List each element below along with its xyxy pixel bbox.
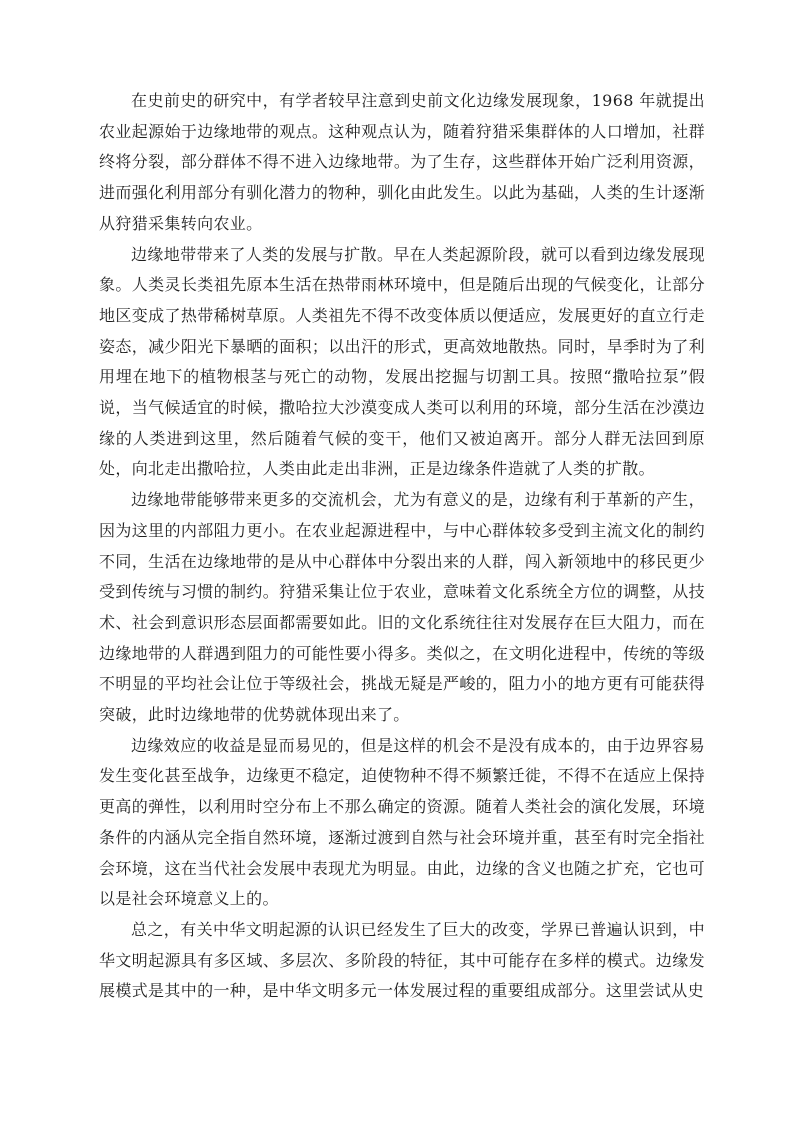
paragraph-5: 总之，有关中华文明起源的认识已经发生了巨大的改变，学界已普遍认识到，中华文明起源具有多区域、多层次、多阶段的特征，其中可能存在多样的模式。边缘发展模式是其中的一种，是中华文明多元一体发展过程的重要组成部分。这里尝试从史 (99, 919, 705, 1001)
paragraph-2: 边缘地带带来了人类的发展与扩散。早在人类起源阶段，就可以看到边缘发展现象。人类灵长类祖先原本生活在热带雨林环境中，但是随后出现的气候变化，让部分地区变成了热带稀树草原。人类祖先不得不改变体质以便适应，发展更好的直立行走姿态，减少阳光下暴晒的面积；以出汗的形式，更高效地散热。同时，旱季时为了利用埋在地下的植物根茎与死亡的动物，发展出挖掘与切割工具。按照“撒哈拉泵”假说，当气候适宜的时候，撒哈拉大沙漠变成人类可以利用的环境，部分生活在沙漠边缘的人类进到这里，然后随着气候的变干，他们又被迫离开。部分人群无法回到原处，向北走出撒哈拉，人类由此走出非洲，正是边缘条件造就了人类的扩散。 (99, 244, 705, 479)
paragraph-4: 边缘效应的收益是显而易见的，但是这样的机会不是没有成本的，由于边界容易发生变化甚至战争，边缘更不稳定，迫使物种不得不频繁迁徙，不得不在适应上保持更高的弹性，以利用时空分布上不那么确定的资源。随着人类社会的演化发展，环境条件的内涵从完全指自然环境，逐渐过渡到自然与社会环境并重，甚至有时完全指社会环境，这在当代社会发展中表现尤为明显。由此，边缘的含义也随之扩充，它也可以是社会环境意义上的。 (99, 735, 705, 909)
document-body (99, 86, 705, 1007)
paragraph-1: 在史前史的研究中，有学者较早注意到史前文化边缘发展现象，1968 年就提出农业起源始于边缘地带的观点。这种观点认为，随着狩猎采集群体的人口增加，社群终将分裂，部分群体不得不进入边缘地带。为了生存，这些群体开始广泛利用资源，进而强化利用部分有驯化潜力的物种，驯化由此发生。以此为基础，人类的生计逐渐从狩猎采集转向农业。 (99, 91, 705, 233)
paragraph-3: 边缘地带能够带来更多的交流机会，尤为有意义的是，边缘有利于革新的产生，因为这里的内部阻力更小。在农业起源进程中，与中心群体较多受到主流文化的制约不同，生活在边缘地带的是从中心群体中分裂出来的人群，闯入新领地中的移民更少受到传统与习惯的制约。狩猎采集让位于农业，意味着文化系统全方位的调整，从技术、社会到意识形态层面都需要如此。旧的文化系统往往对发展存在巨大阻力，而在边缘地带的人群遇到阻力的可能性要小得多。类似之，在文明化进程中，传统的等级不明显的平均社会让位于等级社会，挑战无疑是严峻的，阻力小的地方更有可能获得突破，此时边缘地带的优势就体现出来了。 (99, 490, 705, 725)
